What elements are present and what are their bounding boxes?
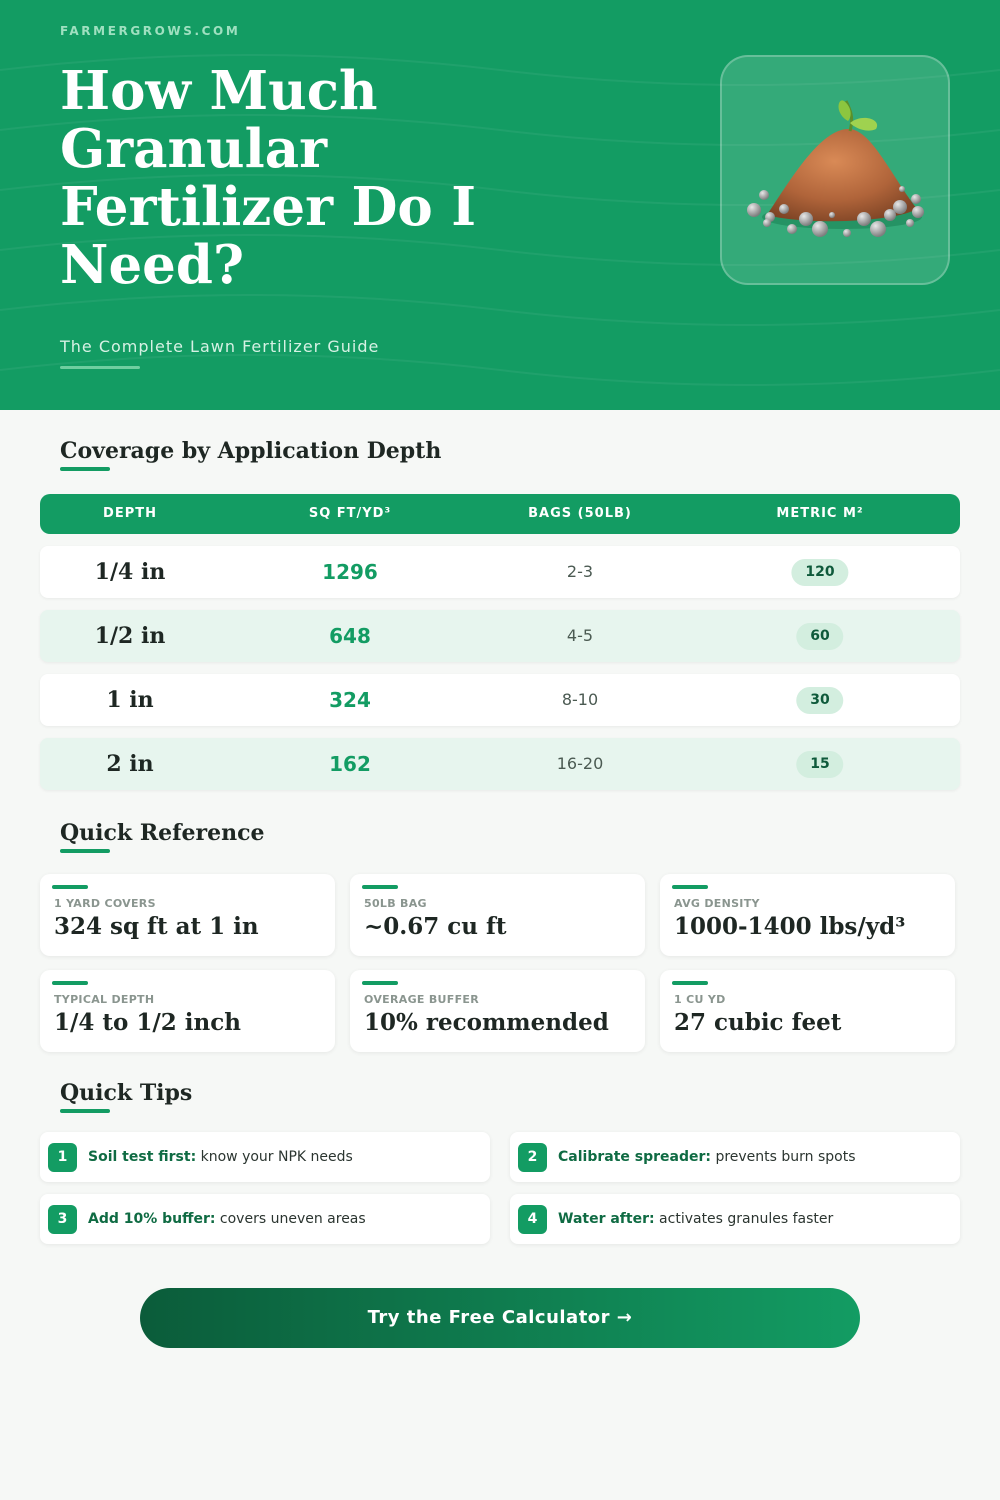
tip-text: [558, 1194, 833, 1244]
card-label: TYPICAL DEPTH: [54, 993, 155, 1006]
reference-card: [40, 874, 335, 956]
sqft-cell: 648: [329, 624, 371, 648]
metric-badge: 60: [796, 623, 843, 650]
card-label: AVG DENSITY: [674, 897, 760, 910]
column-header-metric: METRIC M²: [776, 506, 864, 521]
sqft-cell: 162: [329, 752, 371, 776]
sqft-cell: 324: [329, 688, 371, 712]
tip-item: [510, 1132, 960, 1182]
bags-cell: 2-3: [566, 562, 594, 581]
tip-heading: Soil test first:: [88, 1149, 197, 1165]
site-name: FARMERGROWS.COM: [60, 24, 241, 38]
card-accent-bar: [362, 885, 398, 889]
tip-number-badge: 3: [48, 1205, 77, 1234]
tip-item: [40, 1132, 490, 1182]
coverage-title-underline: [60, 467, 110, 471]
hero-banner: [0, 0, 1000, 410]
subtitle-underline: [60, 366, 140, 369]
table-row: [40, 546, 960, 598]
tips-title-underline: [60, 1109, 110, 1113]
tip-number-badge: 1: [48, 1143, 77, 1172]
tip-number-badge: 2: [518, 1143, 547, 1172]
column-header-sqft: SQ FT/YD³: [308, 506, 392, 521]
card-value: 10% recommended: [364, 1009, 609, 1036]
depth-cell: 1 in: [106, 687, 154, 713]
tip-body: prevents burn spots: [715, 1149, 856, 1165]
tip-item: [40, 1194, 490, 1244]
coverage-section-title: Coverage by Application Depth: [60, 438, 442, 464]
reference-card: [350, 970, 645, 1052]
tip-number-badge: 4: [518, 1205, 547, 1234]
reference-section-title: Quick Reference: [60, 820, 265, 846]
sqft-cell: 1296: [322, 560, 378, 584]
card-accent-bar: [672, 885, 708, 889]
reference-title-underline: [60, 849, 110, 853]
card-accent-bar: [52, 885, 88, 889]
tip-text: [88, 1194, 366, 1244]
card-value: 324 sq ft at 1 in: [54, 913, 259, 940]
free-calculator-button[interactable]: Try the Free Calculator →: [140, 1288, 860, 1348]
tip-item: [510, 1194, 960, 1244]
tip-heading: Calibrate spreader:: [558, 1149, 711, 1165]
bags-cell: 4-5: [566, 626, 594, 645]
depth-cell: 2 in: [106, 751, 154, 777]
tip-heading: Water after:: [558, 1211, 655, 1227]
reference-card: [660, 874, 955, 956]
card-label: 1 YARD COVERS: [54, 897, 156, 910]
card-accent-bar: [362, 981, 398, 985]
card-value: 1/4 to 1/2 inch: [54, 1009, 241, 1036]
coverage-table-header: [40, 494, 960, 534]
card-accent-bar: [52, 981, 88, 985]
page-title: How Much Granular Fertilizer Do I Need?: [60, 60, 477, 296]
card-value: ~0.67 cu ft: [364, 913, 507, 940]
page-subtitle: The Complete Lawn Fertilizer Guide: [60, 337, 380, 356]
metric-badge: 120: [791, 559, 848, 586]
column-header-bags: BAGS (50LB): [528, 506, 632, 521]
card-value: 27 cubic feet: [674, 1009, 842, 1036]
tip-body: activates granules faster: [659, 1211, 834, 1227]
depth-cell: 1/4 in: [94, 559, 166, 585]
hero-illustration-card: [720, 55, 950, 285]
table-row: [40, 610, 960, 662]
tips-section-title: Quick Tips: [60, 1080, 193, 1106]
metric-badge: 30: [796, 687, 843, 714]
depth-cell: 1/2 in: [94, 623, 166, 649]
tip-text: [88, 1132, 353, 1182]
card-label: 50LB BAG: [364, 897, 427, 910]
card-label: 1 CU YD: [674, 993, 726, 1006]
card-accent-bar: [672, 981, 708, 985]
card-value: 1000-1400 lbs/yd³: [674, 913, 906, 940]
bags-cell: 16-20: [556, 754, 604, 773]
table-row: [40, 738, 960, 790]
reference-card: [660, 970, 955, 1052]
tip-text: [558, 1132, 856, 1182]
reference-card: [40, 970, 335, 1052]
tip-heading: Add 10% buffer:: [88, 1211, 216, 1227]
bags-cell: 8-10: [561, 690, 599, 709]
tip-body: covers uneven areas: [219, 1211, 366, 1227]
fertilizer-pile-sprout-icon: [722, 57, 952, 287]
card-label: OVERAGE BUFFER: [364, 993, 479, 1006]
reference-card: [350, 874, 645, 956]
table-row: [40, 674, 960, 726]
column-header-depth: DEPTH: [103, 506, 157, 521]
tip-body: know your NPK needs: [200, 1149, 353, 1165]
metric-badge: 15: [796, 751, 843, 778]
